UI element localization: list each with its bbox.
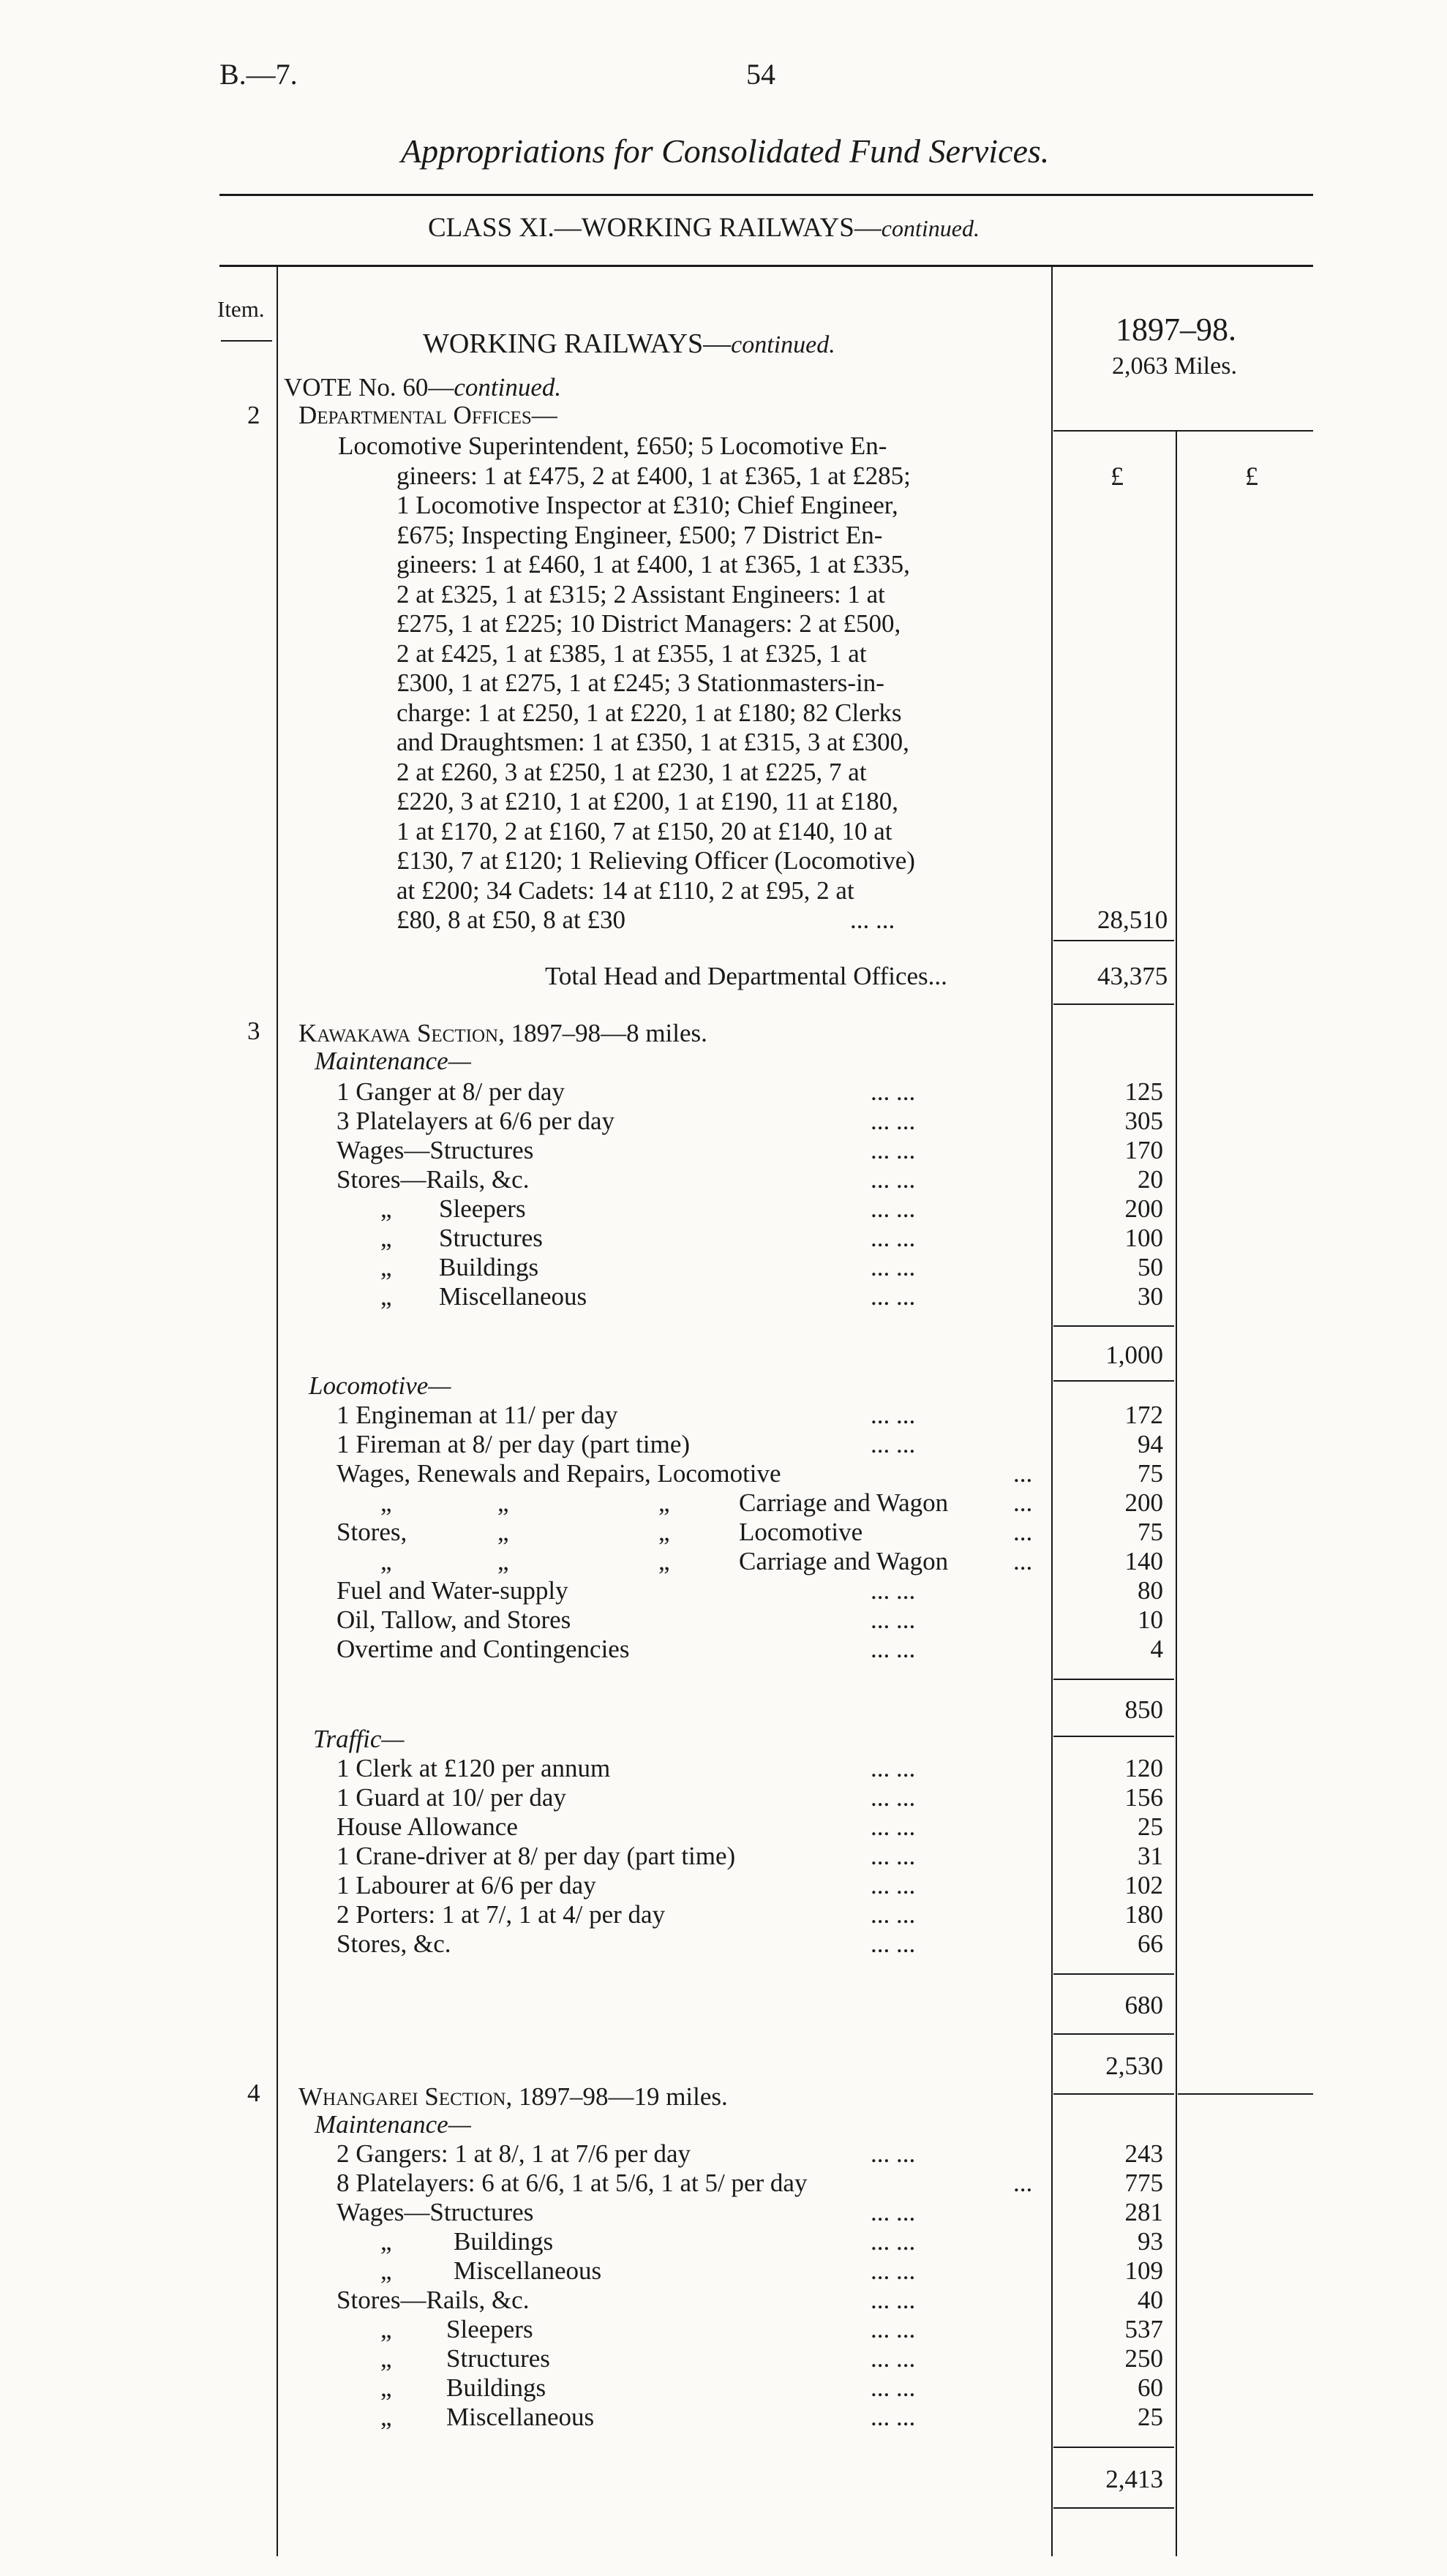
detail-line: Locomotive Superintendent, £650; 5 Locomotive En-	[338, 432, 887, 460]
leader-dots: ... ...	[871, 2315, 916, 2343]
line-label: Stores—Rails, &c.	[337, 1165, 530, 1194]
line-amount: 305	[1124, 1107, 1163, 1135]
leader-dots: ... ...	[871, 1430, 916, 1458]
leader-dots: ... ...	[871, 1282, 916, 1311]
leader-dots: ...	[1013, 1459, 1033, 1488]
leader-dots: ...	[1013, 1488, 1033, 1517]
line-amount: 140	[1124, 1547, 1163, 1575]
line-amount: 30	[1138, 1282, 1163, 1311]
line-label: House Allowance	[337, 1812, 518, 1841]
leader-dots: ... ...	[871, 1224, 916, 1252]
maintenance-subtotal: 2,413	[1105, 2465, 1163, 2493]
line-label: Structures	[446, 2344, 550, 2373]
line-label: Stores,	[337, 1518, 407, 1546]
leader-dots: ... ...	[871, 2227, 916, 2256]
detail-line: 2 at £425, 1 at £385, 1 at £355, 1 at £325, 1 at	[396, 639, 867, 668]
detail-line: £275, 1 at £225; 10 District Managers: 2 at £500,	[396, 609, 901, 638]
line-label: Stores, &c.	[337, 1929, 451, 1958]
line-amount: 172	[1124, 1401, 1163, 1429]
ditto-mark: „	[380, 2256, 392, 2285]
line-label: Buildings	[454, 2227, 554, 2256]
leader-dots: ... ...	[871, 2139, 916, 2168]
amount-rule	[1053, 1380, 1174, 1382]
leader-dots: ... ...	[871, 2198, 916, 2226]
leader-dots: ...	[1013, 1518, 1033, 1546]
pound-sign-column-1: £	[1110, 462, 1124, 491]
line-amount: 31	[1138, 1842, 1163, 1870]
amount-rule	[1053, 1973, 1174, 1975]
line-label: Miscellaneous	[439, 1282, 587, 1311]
ditto-mark: „	[380, 1282, 392, 1311]
table-top-rule	[219, 265, 1313, 267]
item-number: 4	[247, 2079, 260, 2107]
line-amount: 243	[1124, 2139, 1163, 2168]
locomotive-subtotal: 850	[1124, 1695, 1163, 1724]
amount-rule	[1053, 1736, 1174, 1737]
line-label: Wages, Renewals and Repairs, Locomotive	[337, 1459, 781, 1488]
line-label: Miscellaneous	[454, 2256, 602, 2285]
ditto-mark: „	[380, 1253, 392, 1281]
detail-line: 1 Locomotive Inspector at £310; Chief Engineer,	[396, 491, 898, 519]
line-amount: 250	[1124, 2344, 1163, 2373]
pound-sign-column-2: £	[1245, 462, 1258, 491]
item-number: 2	[247, 401, 260, 429]
maintenance-label: Maintenance—	[315, 1047, 471, 1075]
total-departmental-amount: 43,375	[1097, 962, 1168, 990]
maintenance-subtotal: 1,000	[1105, 1341, 1163, 1369]
line-label: Locomotive	[739, 1518, 863, 1546]
line-amount: 170	[1124, 1136, 1163, 1164]
miles-heading: 2,063 Miles.	[1112, 353, 1237, 380]
whangarei-heading-detail: , 1897–98—19 miles.	[505, 2082, 728, 2111]
page-number: 54	[746, 58, 775, 91]
ditto-mark: „	[380, 1224, 392, 1252]
line-label: 1 Fireman at 8/ per day (part time)	[337, 1430, 691, 1458]
leader-dots: ... ...	[871, 1842, 916, 1870]
line-amount: 25	[1138, 2403, 1163, 2431]
ditto-mark: „	[380, 2227, 392, 2256]
locomotive-label: Locomotive—	[309, 1371, 451, 1400]
section-heading-continued: continued.	[731, 331, 835, 358]
amount-header-rule	[1053, 430, 1313, 432]
kawakawa-heading-detail: , 1897–98—8 miles.	[498, 1019, 707, 1047]
line-label: Miscellaneous	[446, 2403, 595, 2431]
year-heading: 1897–98.	[1116, 312, 1236, 347]
line-label: Carriage and Wagon	[739, 1547, 949, 1575]
line-label: Sleepers	[446, 2315, 533, 2343]
line-amount: 50	[1138, 1253, 1163, 1281]
whangarei-heading-name: Whangarei Section	[298, 2082, 506, 2111]
line-amount: 100	[1124, 1224, 1163, 1252]
line-amount: 120	[1124, 1754, 1163, 1782]
ditto-mark: „	[497, 1488, 509, 1517]
leader-dots: ... ...	[871, 1605, 916, 1634]
line-amount: 102	[1124, 1871, 1163, 1899]
leader-dots: ... ...	[871, 1900, 916, 1929]
sub-amount-column-divider	[1176, 432, 1177, 2556]
leader-dots: ... ...	[871, 1929, 916, 1958]
section-heading-text: WORKING RAILWAYS—	[423, 328, 732, 359]
line-label: 3 Platelayers at 6/6 per day	[337, 1107, 615, 1135]
leader-dots: ... ...	[871, 2373, 916, 2402]
amount-rule	[1053, 1003, 1174, 1005]
leader-dots: ... ...	[871, 1635, 916, 1663]
amount-rule	[1053, 2447, 1174, 2448]
line-label: Wages—Structures	[337, 1136, 534, 1164]
line-label: Overtime and Contingencies	[337, 1635, 630, 1663]
leader-dots: ... ...	[871, 1783, 916, 1812]
line-amount: 281	[1124, 2198, 1163, 2226]
line-amount: 200	[1124, 1488, 1163, 1517]
item-column-label: Item.	[217, 296, 265, 322]
line-amount: 125	[1124, 1077, 1163, 1106]
detail-line: 2 at £260, 3 at £250, 1 at £230, 1 at £225, 7 at	[396, 757, 867, 786]
detail-line: £130, 7 at £120; 1 Relieving Officer (Locomotive)	[396, 846, 915, 875]
detail-line: gineers: 1 at £475, 2 at £400, 1 at £365, 1 at £285;	[396, 461, 911, 490]
ditto-mark: „	[380, 2315, 392, 2343]
line-label: Fuel and Water-supply	[337, 1576, 568, 1605]
section-heading	[423, 328, 835, 360]
kawakawa-total: 2,530	[1105, 2052, 1163, 2080]
line-amount: 40	[1138, 2286, 1163, 2314]
line-amount: 20	[1138, 1165, 1163, 1194]
ditto-mark: „	[497, 1547, 509, 1575]
departmental-details	[338, 432, 1051, 935]
detail-line: charge: 1 at £250, 1 at £220, 1 at £180; 82 Clerks	[396, 698, 902, 727]
leader-dots: ... ...	[871, 1165, 916, 1194]
line-amount: 4	[1150, 1635, 1163, 1663]
leader-dots: ... ...	[871, 1401, 916, 1429]
line-amount: 66	[1138, 1929, 1163, 1958]
detail-line: £80, 8 at £50, 8 at £30	[396, 905, 626, 934]
leader-dots: ...	[1013, 2169, 1033, 2197]
line-amount: 180	[1124, 1900, 1163, 1929]
class-heading-text: CLASS XI.—WORKING RAILWAYS—	[428, 213, 882, 243]
line-amount: 60	[1138, 2373, 1163, 2402]
traffic-subtotal: 680	[1124, 1991, 1163, 2019]
ditto-mark: „	[380, 2344, 392, 2373]
ditto-mark: „	[380, 2373, 392, 2402]
leader-dots: ... ...	[871, 2256, 916, 2285]
whangarei-heading	[298, 2082, 728, 2112]
leader-dots: ...	[928, 962, 947, 990]
line-amount: 156	[1124, 1783, 1163, 1812]
ditto-mark: „	[658, 1547, 670, 1575]
amount-rule	[1053, 2033, 1174, 2035]
line-amount: 75	[1138, 1459, 1163, 1488]
item-column-divider	[277, 267, 278, 2556]
total-departmental-text: Total Head and Departmental Offices	[545, 962, 928, 990]
amount-rule	[1178, 2093, 1313, 2095]
page-title: Appropriations for Consolidated Fund Services.	[401, 132, 1050, 170]
line-label: Oil, Tallow, and Stores	[337, 1605, 571, 1634]
line-label: 1 Guard at 10/ per day	[337, 1783, 566, 1812]
ditto-mark: „	[380, 1194, 392, 1223]
ditto-mark: „	[380, 1488, 392, 1517]
leader-dots: ... ...	[871, 1136, 916, 1164]
line-amount: 537	[1124, 2315, 1163, 2343]
amount-rule	[1053, 940, 1174, 941]
leader-dots: ... ...	[871, 2403, 916, 2431]
kawakawa-heading-name: Kawakawa Section	[298, 1019, 499, 1047]
detail-line: 1 at £170, 2 at £160, 7 at £150, 20 at £140, 10 at	[396, 816, 892, 846]
detail-line: £300, 1 at £275, 1 at £245; 3 Stationmasters-in-	[396, 669, 884, 697]
item-label-rule	[221, 340, 272, 342]
leader-dots: ...	[1013, 1547, 1033, 1575]
header-rule	[219, 194, 1313, 196]
line-label: Carriage and Wagon	[739, 1488, 949, 1517]
class-heading	[428, 212, 980, 244]
vote-heading-continued: continued.	[454, 373, 562, 402]
leader-dots: ... ...	[871, 1754, 916, 1782]
line-amount: 80	[1138, 1576, 1163, 1605]
departmental-amount: 28,510	[1097, 905, 1168, 934]
traffic-label: Traffic—	[313, 1725, 405, 1753]
line-label: Structures	[439, 1224, 543, 1252]
maintenance-label: Maintenance—	[315, 2110, 471, 2139]
class-heading-continued: continued.	[881, 215, 980, 241]
ditto-mark: „	[658, 1518, 670, 1546]
leader-dots: ... ...	[871, 1576, 916, 1605]
departmental-heading: Departmental Offices—	[298, 401, 557, 429]
line-amount: 10	[1138, 1605, 1163, 1634]
leader-dots: ... ...	[871, 1077, 916, 1106]
amount-column-divider	[1051, 267, 1053, 2556]
ditto-mark: „	[497, 1518, 509, 1546]
line-amount: 25	[1138, 1812, 1163, 1841]
leader-dots: ... ...	[871, 1194, 916, 1223]
vote-heading	[284, 373, 561, 402]
leader-dots: ... ...	[871, 1107, 916, 1135]
line-amount: 109	[1124, 2256, 1163, 2285]
line-amount: 200	[1124, 1194, 1163, 1223]
line-amount: 94	[1138, 1430, 1163, 1458]
detail-line: at £200; 34 Cadets: 14 at £110, 2 at £95, 2 at	[396, 875, 854, 905]
leader-dots: ... ...	[850, 905, 895, 934]
ditto-mark: „	[658, 1488, 670, 1517]
total-departmental-label	[545, 962, 947, 991]
amount-rule	[1053, 1679, 1174, 1680]
line-amount: 75	[1138, 1518, 1163, 1546]
line-label: 1 Clerk at £120 per annum	[337, 1754, 611, 1782]
line-label: 2 Gangers: 1 at 8/, 1 at 7/6 per day	[337, 2139, 691, 2168]
line-label: 1 Labourer at 6/6 per day	[337, 1871, 596, 1899]
line-label: Sleepers	[439, 1194, 526, 1223]
ditto-mark: „	[380, 2403, 392, 2431]
line-label: 8 Platelayers: 6 at 6/6, 1 at 5/6, 1 at 5/ per day	[337, 2169, 808, 2197]
leader-dots: ... ...	[871, 1253, 916, 1281]
amount-rule	[1053, 1325, 1174, 1327]
detail-line: £675; Inspecting Engineer, £500; 7 District En-	[396, 520, 883, 549]
amount-rule	[1053, 2093, 1174, 2095]
detail-line: 2 at £325, 1 at £315; 2 Assistant Engineers: 1 at	[396, 579, 885, 609]
line-amount: 93	[1138, 2227, 1163, 2256]
line-label: 1 Crane-driver at 8/ per day (part time)	[337, 1842, 736, 1870]
leader-dots: ... ...	[871, 2286, 916, 2314]
line-label: Stores—Rails, &c.	[337, 2286, 530, 2314]
kawakawa-heading	[298, 1019, 707, 1048]
line-label: 1 Engineman at 11/ per day	[337, 1401, 618, 1429]
leader-dots: ... ...	[871, 1871, 916, 1899]
item-number: 3	[247, 1017, 260, 1045]
leader-dots: ... ...	[871, 2344, 916, 2373]
detail-line: £220, 3 at £210, 1 at £200, 1 at £190, 11 at £180,	[396, 787, 898, 816]
vote-heading-text: VOTE No. 60—	[284, 373, 454, 402]
line-label: Buildings	[446, 2373, 546, 2402]
line-label: 2 Porters: 1 at 7/, 1 at 4/ per day	[337, 1900, 666, 1929]
line-label: Wages—Structures	[337, 2198, 534, 2226]
line-amount: 775	[1124, 2169, 1163, 2197]
detail-line: gineers: 1 at £460, 1 at £400, 1 at £365, 1 at £335,	[396, 550, 910, 579]
line-label: 1 Ganger at 8/ per day	[337, 1077, 565, 1106]
detail-line: and Draughtsmen: 1 at £350, 1 at £315, 3 at £300,	[396, 728, 909, 756]
leader-dots: ... ...	[871, 1812, 916, 1841]
line-label: Buildings	[439, 1253, 539, 1281]
amount-rule	[1053, 2507, 1174, 2509]
ditto-mark: „	[380, 1547, 392, 1575]
document-reference: B.—7.	[219, 58, 298, 91]
